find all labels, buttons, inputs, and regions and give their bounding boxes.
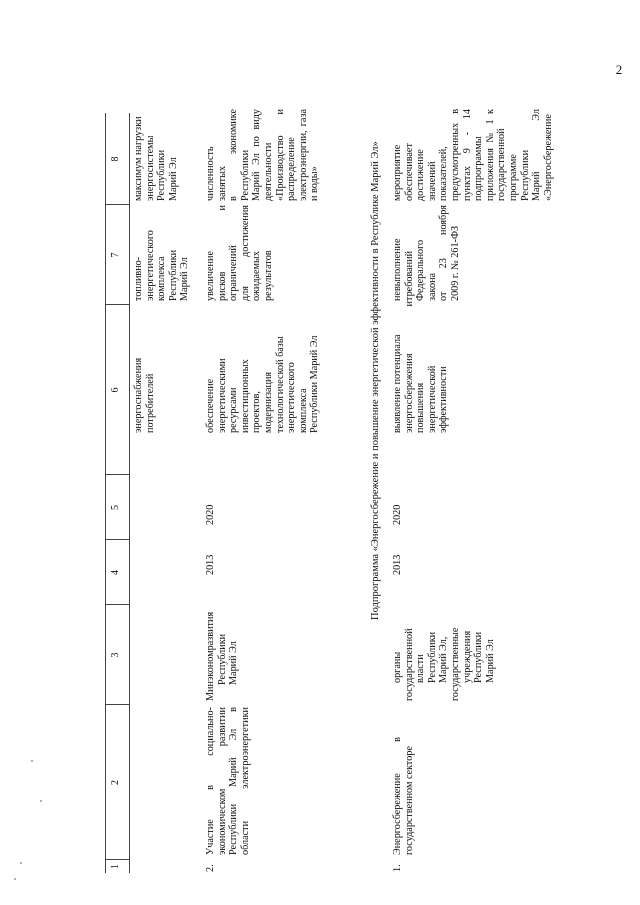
row0-consequence: топливно- энергетического комплекса Республики Марий Эл [133,230,191,301]
column-number: 1 [110,864,121,869]
row2-result: выявление потенциала энергосбережения и повышения энергетической эффективности [392,301,450,433]
page-number: 2 [615,61,623,77]
column-number: 5 [110,505,121,510]
row2-consequence: невыполнение требований Федерального закона от 23 ноября 2009 г. № 261-ФЗ [392,205,461,301]
row0-result: энергоснабжения потребителей [133,357,156,433]
row1-executor: Минэкономразвития Республики Марий Эл [205,611,240,701]
subprogram-title: Подпрограмма «Энергосбережение и повышение энергетической эффективности в Республике Марий Эл» [370,141,381,620]
column-number: 3 [110,652,121,658]
column-number: 8 [110,156,121,162]
scan-speck [31,760,33,762]
row1-link: численность занятых в экономике Республики Марий Эл по виду деятельности «Производство и распределение электроэнергии, газа и воды» [205,109,321,201]
row2-executor: органы государственной власти Республики Марий Эл, государственные учреждения Республики Марий Эл [392,627,496,701]
header-bottom-border [129,113,130,873]
row1-consequence: увеличение рисков и ограничений для достижения ожидаемых результатов [205,205,274,301]
scan-speck [20,862,22,864]
row2-name: Энергосбережение в государственном секторе [392,737,415,855]
row1-name: Участие в социально- экономическом развитии Республики Марий Эл в области электроэнергетики [205,707,251,855]
row1-number: 2. [205,864,216,872]
table-top-border [105,113,106,873]
row2-number: 1. [392,864,403,872]
row2-start: 2013 [392,554,403,575]
row0-link: максимум нагрузки энергосистемы Республики Марий Эл [133,116,179,201]
scan-speck [40,800,42,802]
row1-start: 2013 [205,554,216,575]
column-number: 7 [110,252,121,258]
row1-end: 2020 [205,504,216,525]
row2-end: 2020 [392,504,403,525]
column-number: 2 [110,780,121,785]
scan-speck [14,878,16,880]
row2-link: мероприятие обеспечивает достижение значений показателей, предусмотренных в пунктах 9 - 14 подпрограммы приложения № 1 к государственной программе Республики Марий Эл «Энергосбережение [392,109,554,201]
column-number: 4 [110,570,121,575]
row1-result: обеспечение энергетическими ресурсами инвестиционных проектов, модернизация технологической базы энергетического комплекса Республики Марий Эл [205,335,321,433]
column-number: 6 [110,387,121,393]
